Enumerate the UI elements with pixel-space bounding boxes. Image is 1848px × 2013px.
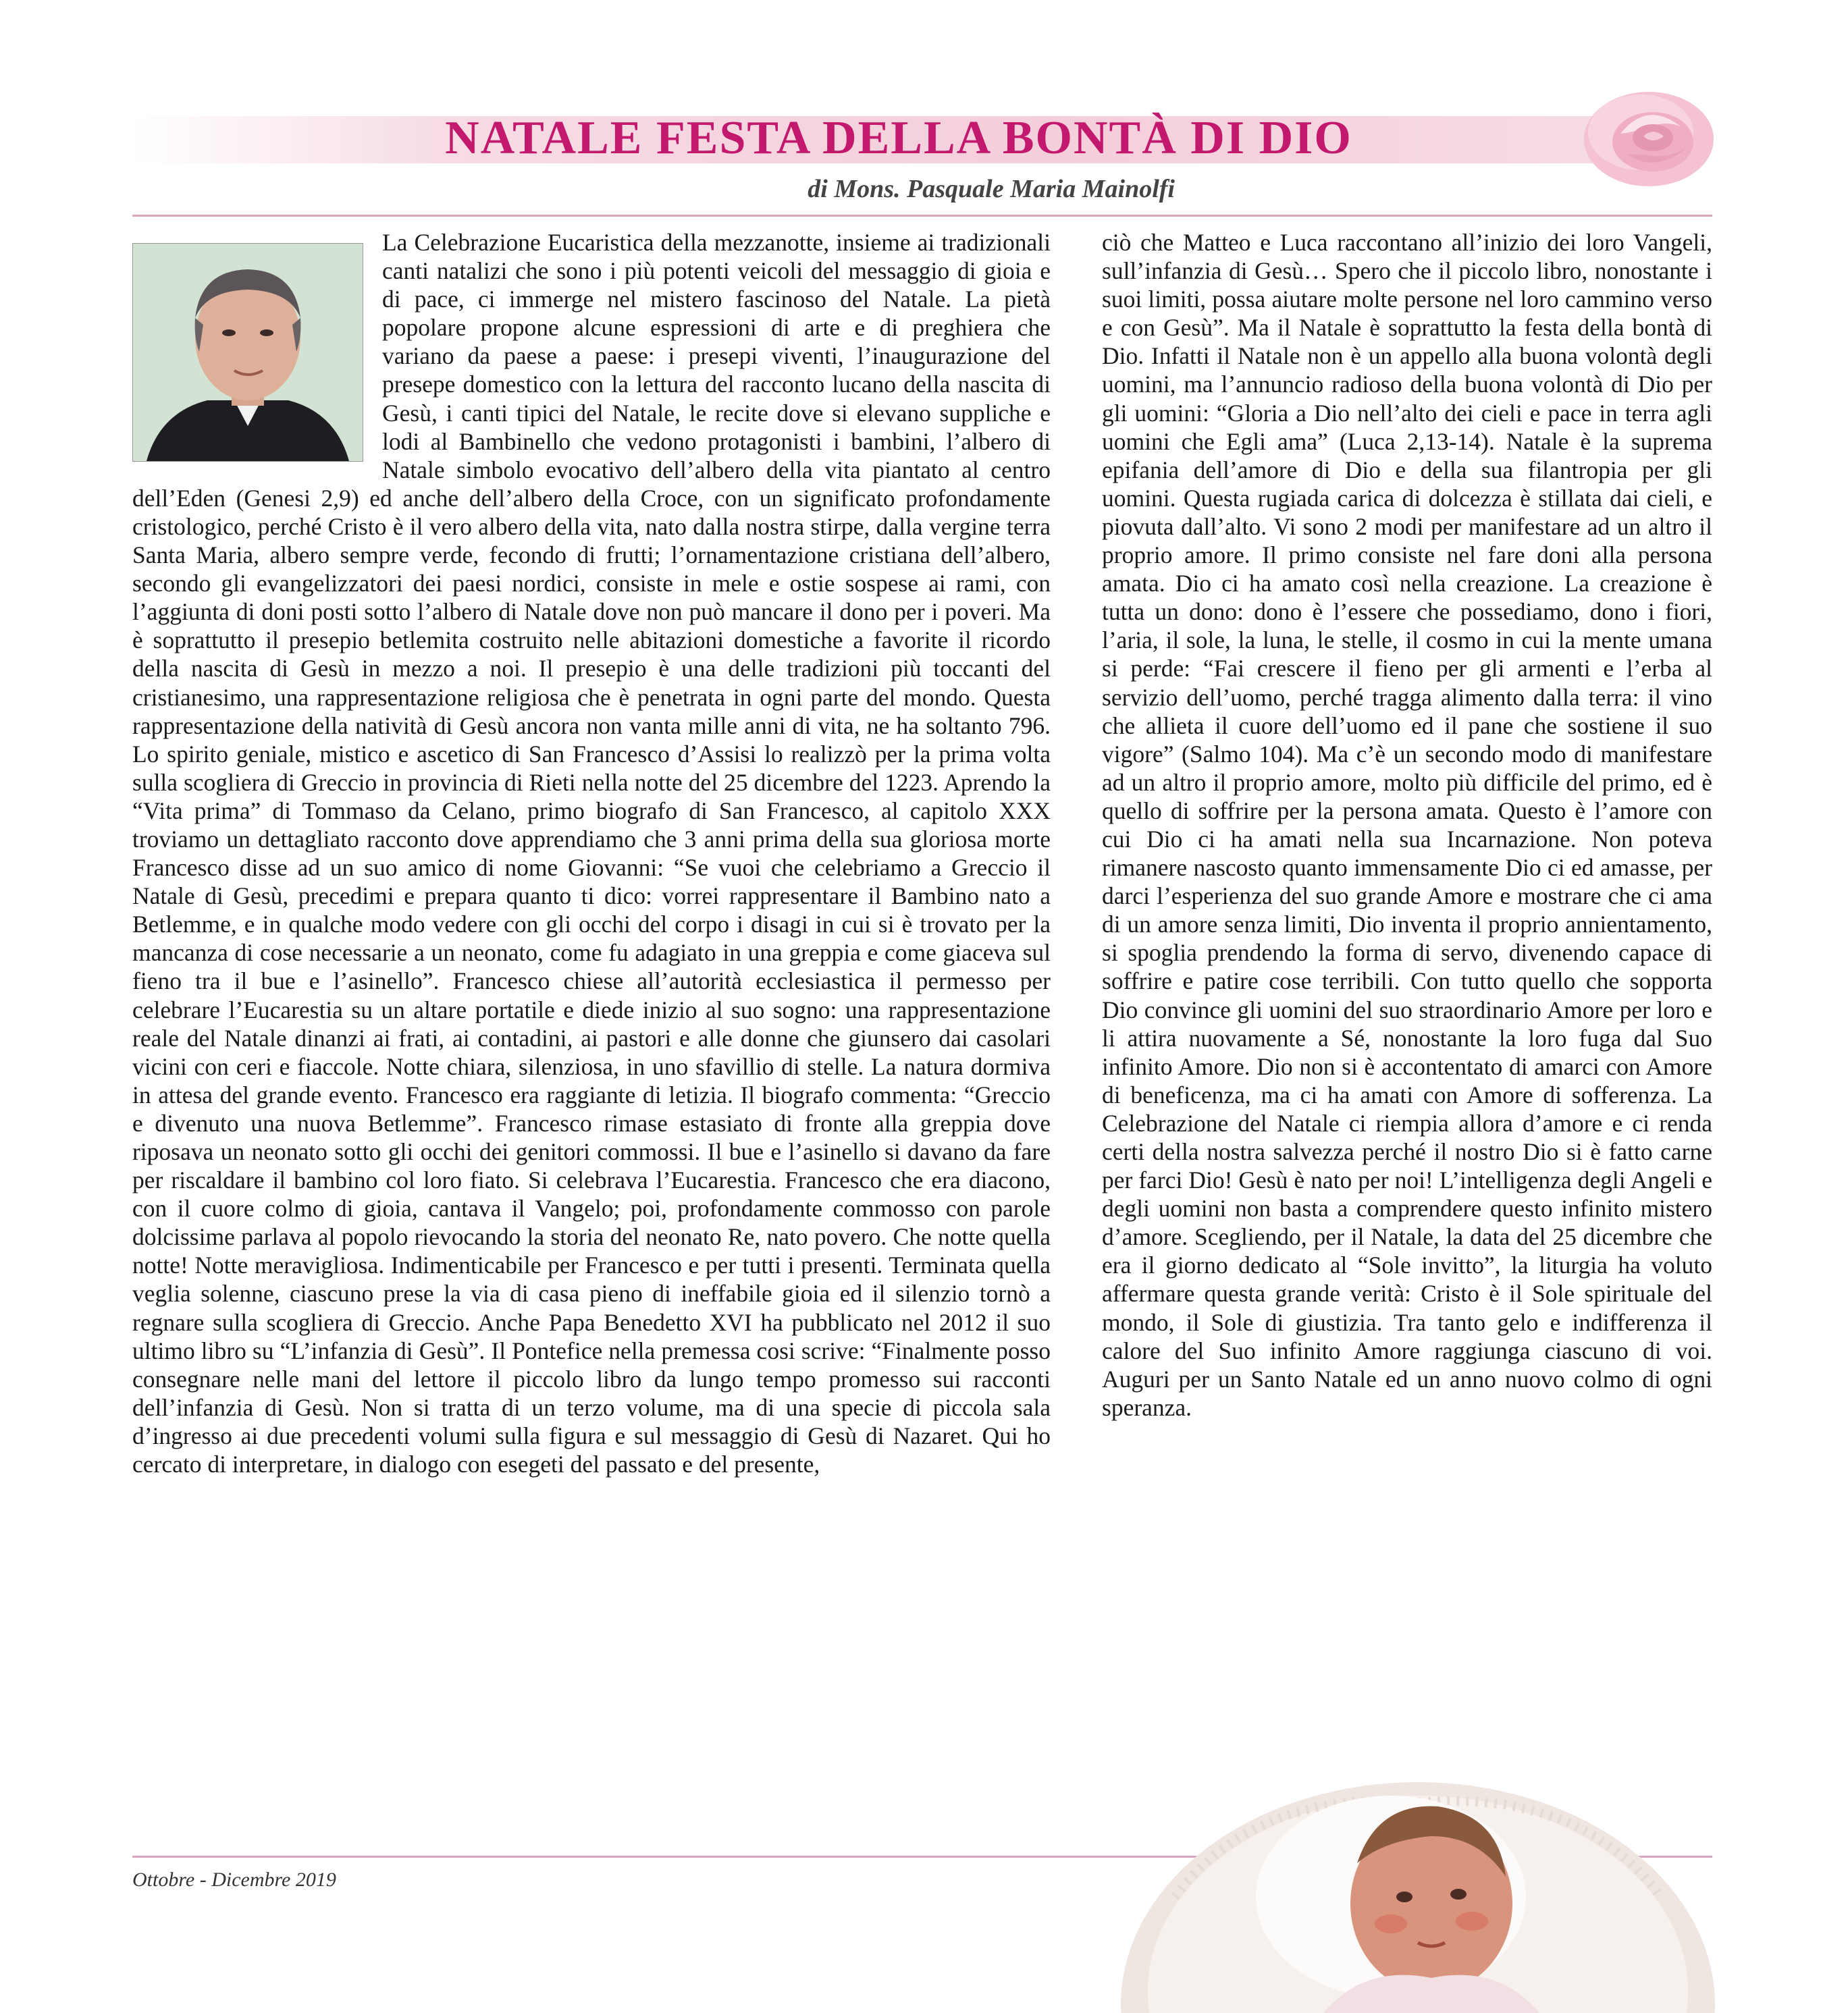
issue-date: Ottobre - Dicembre 2019 [132,1869,336,1891]
author-portrait [132,243,363,462]
article-author: di Mons. Pasquale Maria Mainolfi [808,175,1175,203]
article-left-column [132,228,1051,1478]
article-text-right: ciò che Matteo e Luca raccontano all’inizio dei loro Vangeli, sull’infanzia di Gesù… Spero che il piccolo libro, nonostante i suoi limiti, possa aiutare molte persone nel loro cammino verso e con Gesù”. Ma il Natale è soprattutto la festa della bontà di Dio. Infatti il Natale non è un appello alla buona volontà degli uomini, ma l’annuncio radioso della buona volontà di Dio per gli uomini: “Gloria a Dio nell’alto dei cieli e pace in terra agli uomini che Egli ama” (Luca 2,13-14). Natale è la suprema epifania dell’amore di Dio e della sua filantropia per gli uomini. Questa rugiada carica di dolcezza è stillata dai cieli, e piovuta dall’alto. Vi sono 2 modi per manifestare ad un altro il proprio amore. Il primo consiste nel fare doni alla persona amata. Dio ci ha amato così nella creazione. La creazione è tutta un dono: dono è l’essere che possediamo, dono i fiori, l’aria, il sole, la luna, le stelle, il cosmo in cui la mente umana si perde: “Fai crescere il fieno per gli armenti e l’erba al servizio dell’uomo, perché tragga alimento dalla terra: il vino che allieta il cuore dell’uomo ed il pane che sostiene il suo vigore” (Salmo 104). Ma c’è un secondo modo di manifestare ad un altro il proprio amore, molto più difficile del primo, ed è quello di soffrire per la persona amata. Questo è l’amore con cui Dio ci ha amati nella sua Incarnazione. Non poteva rimanere nascosto quanto immensamente Dio ci ed amasse, per darci l’esperienza del suo grande Amore e mostrare che ci ama di un amore senza limiti, Dio inventa il proprio annientamento, si spoglia prendendo la forma di servo, divenendo capace di soffrire e patire cose terribili. Con tutto quello che sopporta Dio convince gli uomini del suo straordinario Amore per loro e li attira nuovamente a Sé, nonostante la loro fuga dal Suo infinito Amore. Dio non si è accontentato di amarci con Amore di beneficenza, ma ci ha amati con Amore di sofferenza. La Celebrazione del Natale ci riempia allora d’amore e ci renda certi della nostra salvezza perché il nostro Dio si è fatto carne per farci Dio! Gesù è nato per noi! L’intelligenza degli Angeli e degli uomini non basta a comprendere questo infinito mistero d’amore. Scegliendo, per il Natale, la data del 25 dicembre che era il giorno dedicato al “Sole invitto”, la liturgia ha voluto affermare questa grande verità: Cristo è il Sole spirituale del mondo, il Sole di giustizia. Tra tanto gelo e indifferenza il calore del Suo infinito Amore raggiunga ciascuno di voi. Auguri per un Santo Natale ed un anno nuovo colmo di ogni speranza. [1102,229,1712,1421]
article-right-column [1102,228,1712,1422]
baby-jesus-image [1121,1762,1715,2013]
article-text-left: La Celebrazione Eucaristica della mezzanotte, insieme ai tradizionali canti natalizi che sono i più potenti veicoli del messaggio di gioia e di pace, ci immerge nel mistero fascinoso del Natale. La pietà popolare propone alcune espressioni di arte e di preghiera che variano da paese a paese: i presepi viventi, l’inaugurazione del presepe domestico con la lettura del racconto lucano della nascita di Gesù, i canti tipici del Natale, le recite dove si elevano suppliche e lodi al Bambinello che vedono protagonisti i bambini, l’albero di Natale simbolo evocativo dell’albero della vita piantato al centro dell’Eden (Genesi 2,9) ed anche dell’albero della Croce, con un significato profondamente cristologico, perché Cristo è il vero albero della vita, nato dalla nostra stirpe, dalla vergine terra Santa Maria, albero sempre verde, fecondo di frutti; l’ornamentazione cristiana dell’albero, secondo gli evangelizzatori dei paesi nordici, consiste in mele e ostie sospese ai rami, con l’aggiunta di doni posti sotto l’albero di Natale dove non può mancare il dono per i poveri. Ma è soprattutto il presepio betlemita costruito nelle abitazioni domestiche a favorite il ricordo della nascita di Gesù in mezzo a noi. Il presepio è una delle tradizioni più toccanti del cristianesimo, una rappresentazione religiosa che è penetrata in ogni parte del mondo. Questa rappresentazione della natività di Gesù ancora non vanta mille anni di vita, ne ha soltanto 796. Lo spirito geniale, mistico e ascetico di San Francesco d’Assisi lo realizzò per la prima volta sulla scogliera di Greccio in provincia di Rieti nella notte del 25 dicembre del 1223. Aprendo la “Vita prima” di Tommaso da Celano, primo biografo di San Francesco, al capitolo XXX troviamo un dettagliato racconto dove apprendiamo che 3 anni prima della sua gloriosa morte Francesco disse ad un suo amico di nome Giovanni: “Se vuoi che celebriamo a Greccio il Natale di Gesù, precedimi e prepara quanto ti dico: vorrei rappresentare il Bambino nato a Betlemme, e in qualche modo vedere con gli occhi del corpo i disagi in cui si è trovato per la mancanza di cose necessarie a un neonato, come fu adagiato in una greppia e come giaceva sul fieno tra il bue e l’asinello”. Francesco chiese all’autorità ecclesiastica il permesso per celebrare l’Eucarestia su un altare portatile e diede inizio al suo sogno: una rappresentazione reale del Natale dinanzi ai frati, ai contadini, ai pastori e alle donne che giunsero dai casolari vicini con ceri e fiaccole. Notte chiara, silenziosa, in uno sfavillio di stelle. La natura dormiva in attesa del grande evento. Francesco era raggiante di letizia. Il biografo commenta: “Greccio e divenuto una nuova Betlemme”. Francesco rimase estasiato di fronte alla greppia dove riposava un neonato sotto gli occhi dei genitori commossi. Il bue e l’asinello si davano da fare per riscaldare il bambino col loro fiato. Si celebrava l’Eucarestia. Francesco che era diacono, con il cuore colmo di gioia, cantava il Vangelo; poi, profondamente commosso con parole dolcissime parlava al popolo rievocando la storia del neonato Re, nato povero. Che notte quella notte! Notte meravigliosa. Indimenticabile per Francesco e per tutti i presenti. Terminata quella veglia solenne, ciascuno prese la via di casa pieno di ineffabile gioia ed il silenzio tornò a regnare sulla scogliera di Greccio. Anche Papa Benedetto XVI ha pubblicato nel 2012 il suo ultimo libro su “L’infanzia di Gesù”. Il Pontefice nella premessa cosi scrive: “Finalmente posso consegnare nelle mani del lettore il piccolo libro da lungo tempo promesso sui racconti dell’infanzia di Gesù. Non si tratta di un terzo volume, ma di una specie di piccola sala d’ingresso ai due precedenti volumi sulla figura e sul messaggio di Gesù di Nazaret. Qui ho cercato di interpretare, in dialogo con esegeti del passato e del presente, [132,229,1051,1478]
page-title: NATALE FESTA DELLA BONTÀ DI DIO [445,112,1352,164]
header-rule [132,215,1712,217]
rose-image [1573,80,1722,194]
